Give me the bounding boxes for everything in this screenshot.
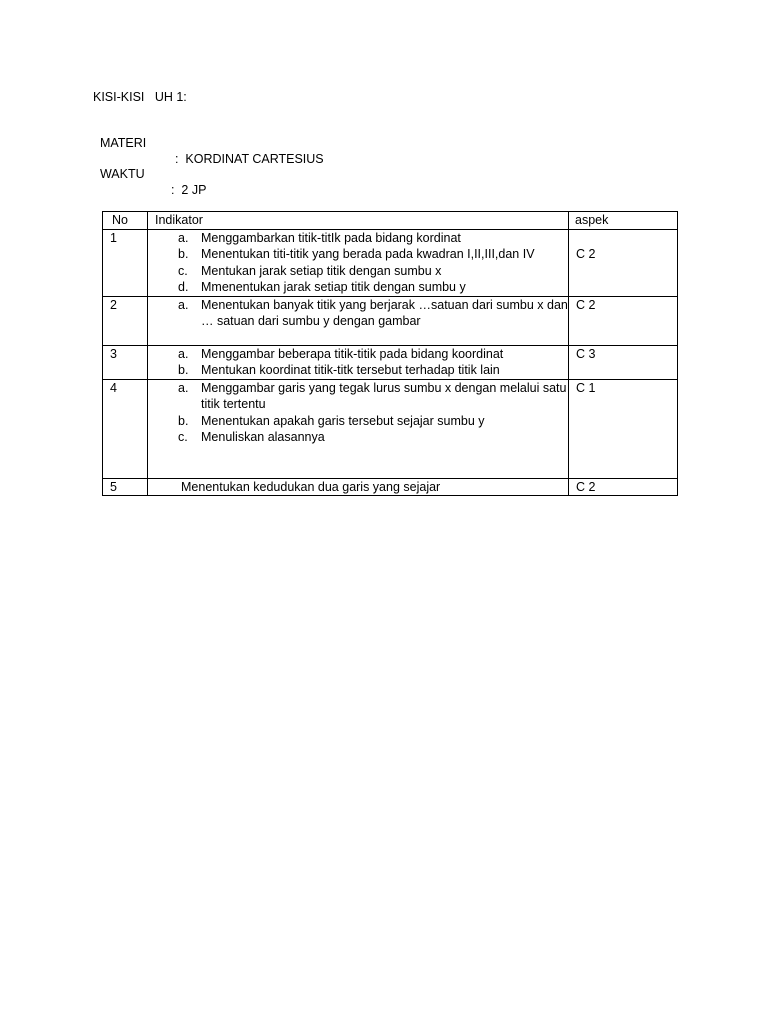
row-no: 2 xyxy=(103,296,148,345)
waktu-value: : 2 JP xyxy=(171,183,207,197)
row-aspek: C 2 xyxy=(569,296,678,345)
row-indikator xyxy=(148,229,569,296)
list-item: b. Menentukan titi-titik yang berada pada kwadran I,II,III,dan IV xyxy=(178,247,535,261)
row-aspek: C 3 xyxy=(569,345,678,379)
list-item: a. Menggambar garis yang tegak lurus sumbu x dengan melalui satu titik tertentu xyxy=(178,380,567,411)
table-header-row xyxy=(103,212,678,230)
row-indikator xyxy=(148,296,569,345)
list-item: c. Mentukan jarak setiap titik dengan sumbu x xyxy=(178,263,442,278)
row-aspek: C 2 xyxy=(569,478,678,496)
list-item: d. Mmenentukan jarak setiap titik dengan sumbu y xyxy=(178,280,466,294)
list-item: a. Menggambarkan titik-titIk pada bidang kordinat xyxy=(178,230,461,245)
waktu-label: WAKTU xyxy=(99,167,145,181)
row-aspek: C 2 xyxy=(569,229,678,296)
row-no: 4 xyxy=(103,379,148,478)
materi-value: : KORDINAT CARTESIUS xyxy=(175,152,324,166)
row-indikator xyxy=(148,379,569,478)
table-row xyxy=(103,296,678,345)
row-no: 3 xyxy=(103,345,148,379)
table-row xyxy=(103,478,678,496)
kisi-table xyxy=(102,211,678,496)
list-item: a. Menggambar beberapa titik-titik pada bidang koordinat xyxy=(178,346,504,361)
table-row xyxy=(103,379,678,478)
header-aspek: aspek xyxy=(569,212,678,230)
list-item: c. Menuliskan alasannya xyxy=(178,430,325,444)
table-row xyxy=(103,229,678,296)
list-item: b. Mentukan koordinat titik-titk tersebut terhadap titik lain xyxy=(178,363,500,377)
list-item: a. Menentukan banyak titik yang berjarak …satuan dari sumbu x dan … satuan dari sumbu y dengan gambar xyxy=(178,297,568,328)
materi-label: MATERI xyxy=(99,136,147,150)
waktu-line xyxy=(93,150,207,198)
row-indikator xyxy=(148,345,569,379)
document-title: KISI-KISI UH 1: xyxy=(93,90,187,104)
row-no: 5 xyxy=(103,478,148,496)
row-indikator: Menentukan kedudukan dua garis yang sejajar xyxy=(148,478,569,496)
header-no: No xyxy=(103,212,148,230)
header-indikator: Indikator xyxy=(148,212,569,230)
row-aspek: C 1 xyxy=(569,379,678,478)
row-no: 1 xyxy=(103,229,148,296)
list-item: b. Menentukan apakah garis tersebut sejajar sumbu y xyxy=(178,413,485,428)
table-row xyxy=(103,345,678,379)
